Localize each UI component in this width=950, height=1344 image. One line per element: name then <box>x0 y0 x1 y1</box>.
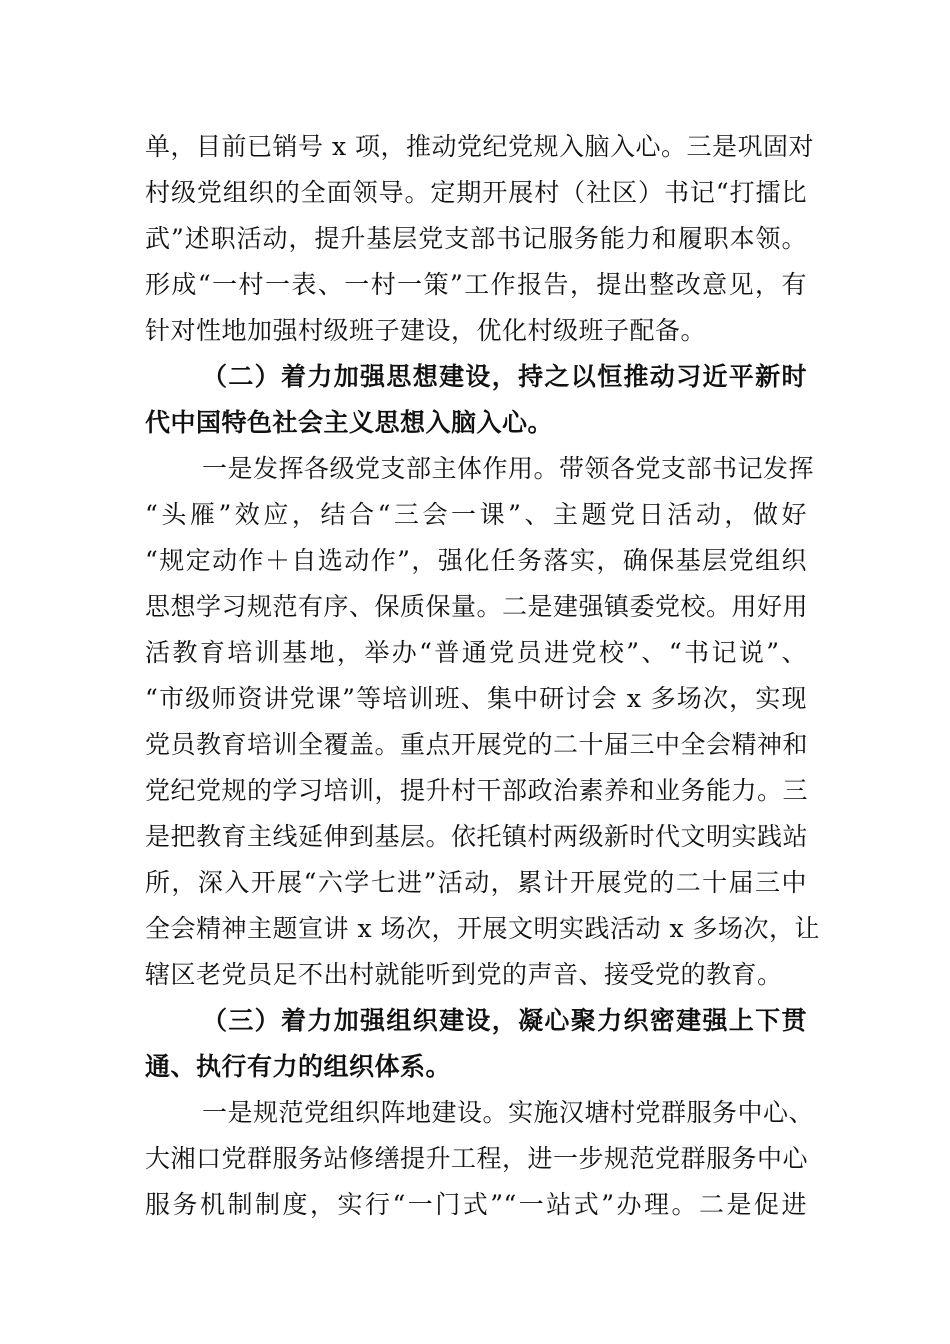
text-line: 全会精神主题宣讲 x 场次，开展文明实践活动 x 多场次，让 <box>145 914 820 943</box>
text-line: 党员教育培训全覆盖。重点开展党的二十届三中全会精神和 <box>145 730 809 759</box>
document-body <box>145 124 820 1228</box>
text-line: 服务机制制度，实行“一门式”“一站式”办理。二是促进 <box>145 1190 807 1219</box>
paragraph-continuation <box>145 124 814 354</box>
text-line: 武”述职活动，提升基层党支部书记服务能力和履职本领。 <box>145 224 807 253</box>
text-line: 辖区老党员足不出村就能听到党的声音、接受党的教育。 <box>145 960 783 989</box>
paragraph-ideological-building <box>145 446 820 998</box>
text-line: 村级党组织的全面领导。定期开展村（社区）书记“打擂比 <box>145 178 807 207</box>
text-line: 党纪党规的学习培训，提升村干部政治素养和业务能力。三 <box>145 776 809 805</box>
text-line: 针对性地加强村级班子建设，优化村级班子配备。 <box>145 316 707 345</box>
heading-line: 通、执行有力的组织体系。 <box>145 1052 452 1081</box>
heading-line: （三）着力加强组织建设，凝心聚力织密建强上下贯 <box>202 1006 807 1035</box>
text-line: 活教育培训基地，举办“普通党员进党校”、“书记说”、 <box>145 638 807 667</box>
text-line: 思想学习规范有序、保质保量。二是建强镇委党校。用好用 <box>145 592 809 621</box>
text-line: 一是发挥各级党支部主体作用。带领各党支部书记发挥 <box>202 454 815 483</box>
text-line: 一是规范党组织阵地建设。实施汉塘村党群服务中心、 <box>202 1098 815 1127</box>
section-heading-2 <box>145 354 807 446</box>
section-heading-3 <box>145 998 807 1090</box>
heading-line: （二）着力加强思想建设，持之以恒推动习近平新时 <box>202 362 807 391</box>
paragraph-organization-building <box>145 1090 815 1228</box>
text-line: 形成“一村一表、一村一策”工作报告，提出整改意见，有 <box>145 270 807 299</box>
text-line: “头雁”效应，结合“三会一课”、主题党日活动，做好 <box>145 500 807 529</box>
text-line: 所，深入开展“六学七进”活动，累计开展党的二十届三中 <box>145 868 807 897</box>
text-line: “市级师资讲党课”等培训班、集中研讨会 x 多场次，实现 <box>145 684 807 713</box>
text-line: 大湘口党群服务站修缮提升工程，进一步规范党群服务中心 <box>145 1144 809 1173</box>
heading-line: 代中国特色社会主义思想入脑入心。 <box>145 408 554 437</box>
text-line: 是把教育主线延伸到基层。依托镇村两级新时代文明实践站 <box>145 822 809 851</box>
text-line: 单，目前已销号 x 项，推动党纪党规入脑入心。三是巩固对 <box>145 132 814 161</box>
text-line: “规定动作＋自选动作”，强化任务落实，确保基层党组织 <box>145 546 807 575</box>
